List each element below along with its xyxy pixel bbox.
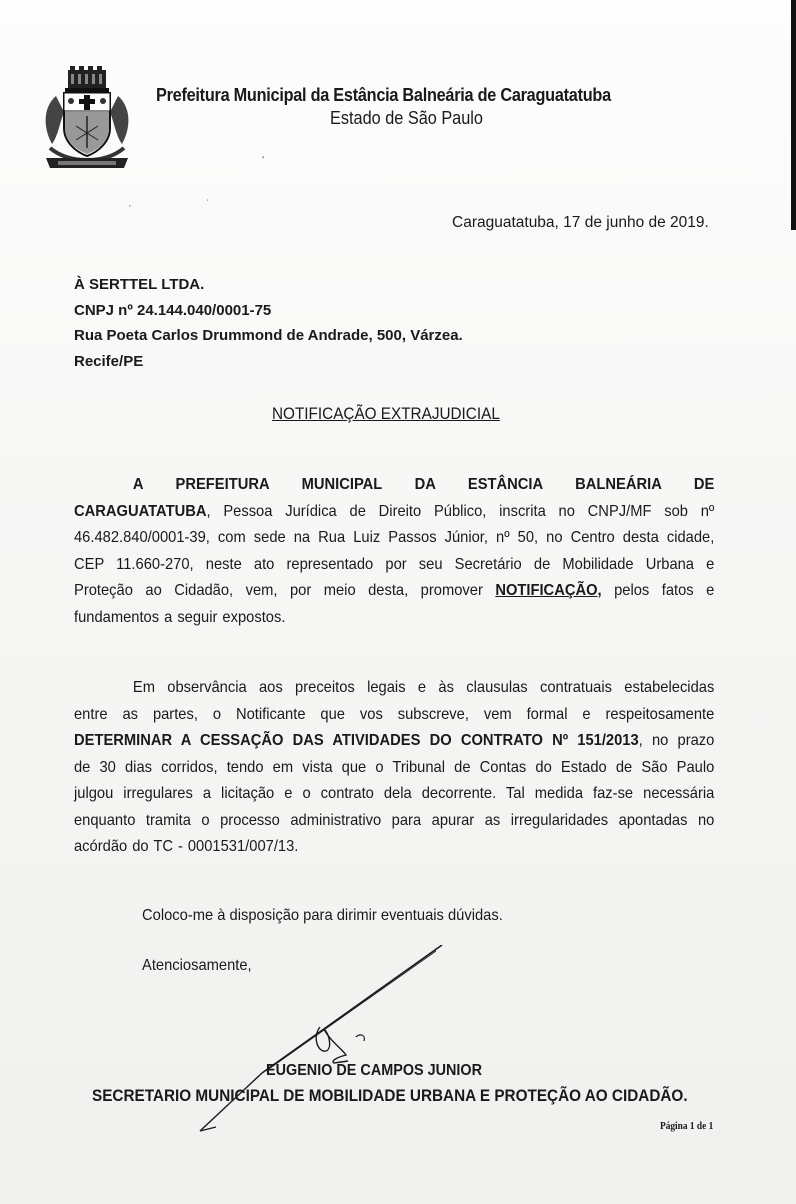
page-number: Página 1 de 1	[660, 1120, 714, 1132]
date-line: Caraguatatuba, 17 de junho de 2019.	[452, 214, 709, 231]
paragraph-line: de 30 dias corridos, tendo em vista que o Tribunal de Contas do Estado de São Paulo	[74, 758, 715, 776]
paragraph-line: 46.482.840/0001-39, com sede na Rua Luiz Passos Júnior, nº 50, no Centro desta cidade,	[74, 529, 715, 546]
paragraph-line: CEP 11.660-270, neste ato representado por seu Secretário de Mobilidade Urbana e	[74, 555, 715, 573]
line-text: pelos fatos e	[601, 582, 715, 599]
line-text: Proteção ao Cidadão, vem, por meio desta, promover	[74, 582, 496, 599]
paragraph-line	[74, 728, 714, 755]
paragraph-line: acórdão do TC - 0001531/007/13.	[74, 838, 299, 855]
paragraph-line: enquanto tramita o processo administrativo para apurar as irregularidades apontadas no	[74, 811, 715, 829]
paragraph-line	[74, 578, 714, 605]
paragraph-contract-cessation	[74, 675, 714, 861]
paragraph-line	[74, 499, 714, 526]
paragraph-line: julgou irregulares a licitação e o contrato dela decorrente. Tal medida faz-se necessária	[74, 785, 715, 802]
line-text: , no prazo	[638, 732, 715, 749]
cessation-emphasis: DETERMINAR A CESSAÇÃO DAS ATIVIDADES DO CONTRATO Nº 151/2013	[74, 732, 639, 749]
scan-artifact: ·	[128, 200, 132, 212]
recipient-cnpj: CNPJ nº 24.144.040/0001-75	[74, 301, 272, 319]
recipient-city: Recife/PE	[74, 352, 144, 370]
notification-emphasis: NOTIFICAÇÃO,	[495, 582, 602, 599]
handwritten-signature-icon	[180, 945, 460, 1145]
paragraph-line: Em observância aos preceitos legais e às clausulas contratuais estabelecidas	[132, 679, 715, 696]
recipient-name: À SERTTEL LTDA.	[74, 276, 205, 293]
paragraph-line: fundamentos a seguir expostos.	[74, 608, 286, 626]
scan-artifact: ʹ	[262, 155, 265, 167]
paragraph-line: entre as partes, o Notificante que vos subscreve, vem formal e respeitosamente	[74, 705, 715, 723]
bold-text: CARAGUATATUBA	[74, 502, 207, 520]
coat-of-arms-icon	[38, 66, 136, 170]
document-title: NOTIFICAÇÃO EXTRAJUDICIAL	[272, 404, 500, 423]
line-text: , Pessoa Jurídica de Direito Público, inscrita no CNPJ/MF sob nº	[206, 502, 715, 520]
signer-name: EUGENIO DE CAMPOS JUNIOR	[266, 1062, 483, 1079]
closing-offer: Coloco-me à disposição para dirimir eventuais dúvidas.	[142, 907, 503, 924]
closing-salutation: Atenciosamente,	[142, 957, 252, 974]
signer-role: SECRETARIO MUNICIPAL DE MOBILIDADE URBANA E PROTEÇÃO AO CIDADÃO.	[92, 1086, 688, 1105]
bold-text: A PREFEITURA MUNICIPAL DA ESTÂNCIA BALNEÁRIA DE	[132, 476, 715, 493]
recipient-block	[74, 272, 463, 374]
paragraph-line	[74, 472, 714, 499]
scan-artifact: ˌ	[206, 190, 210, 202]
paragraph-notification-intro	[74, 472, 714, 631]
state-subtitle: Estado de São Paulo	[330, 107, 483, 128]
recipient-address: Rua Poeta Carlos Drummond de Andrade, 500, Várzea.	[74, 327, 463, 344]
scan-edge-shadow	[791, 0, 796, 230]
municipality-title: Prefeitura Municipal da Estância Balneária de Caraguatatuba	[156, 84, 611, 105]
